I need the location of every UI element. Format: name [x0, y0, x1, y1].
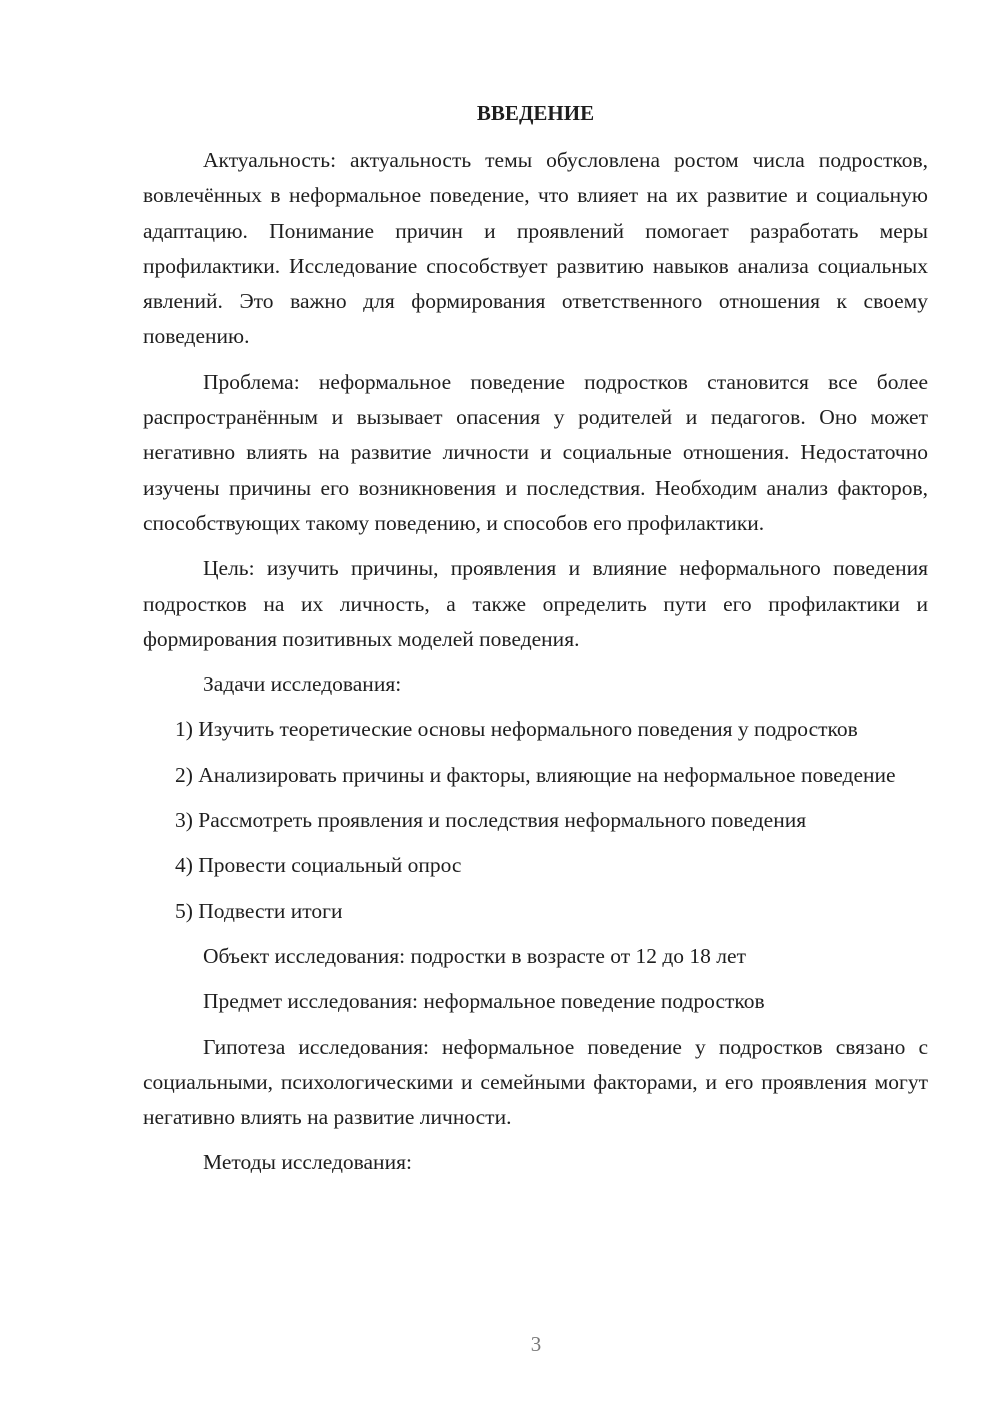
page-number: 3 [530, 1332, 542, 1356]
goal-paragraph: Цель: изучить причины, проявления и влияние неформального поведения подростков на их личность, а также определить пути его профилактики и формирования позитивных моделей поведения. [143, 556, 928, 651]
research-object: Объект исследования: подростки в возрасте от 12 до 18 лет [203, 943, 746, 968]
section-heading: ВВЕДЕНИЕ [476, 101, 595, 125]
relevance-paragraph: Актуальность: актуальность темы обусловлена ростом числа подростков, вовлечённых в неформальное поведение, что влияет на их развитие и социальную адаптацию. Понимание причин и проявлений помогает разработать меры профилактики. Исследование способствует развитию навыков анализа социальных явлений. Это важно для формирования ответственного отношения к своему поведению. [143, 148, 928, 349]
research-methods: Методы исследования: [203, 1150, 412, 1175]
task-item: 2) Анализировать причины и факторы, влияющие на неформальное поведение [175, 762, 896, 787]
task-item: 4) Провести социальный опрос [175, 853, 462, 878]
research-hypothesis: Гипотеза исследования: неформальное поведение у подростков связано с социальными, психологическими и семейными факторами, и его проявления могут негативно влиять на развитие личности. [143, 1034, 928, 1130]
tasks-title: Задачи исследования: [203, 672, 402, 697]
task-item: 5) Подвести итоги [175, 898, 343, 923]
research-subject: Предмет исследования: неформальное поведение подростков [203, 989, 765, 1014]
task-item: 1) Изучить теоретические основы неформального поведения у подростков [175, 717, 858, 742]
document-page [143, 95, 928, 1191]
task-item: 3) Рассмотреть проявления и последствия неформального поведения [175, 808, 807, 833]
tasks-list [143, 712, 928, 928]
problem-paragraph: Проблема: неформальное поведение подростков становится все более распространённым и вызывает опасения у родителей и педагогов. Оно может негативно влиять на развитие личности и социальные отношения. Недостаточно изучены причины его возникновения и последствия. Необходим анализ факторов, способствующих такому поведению, и способов его профилактики. [143, 369, 928, 535]
